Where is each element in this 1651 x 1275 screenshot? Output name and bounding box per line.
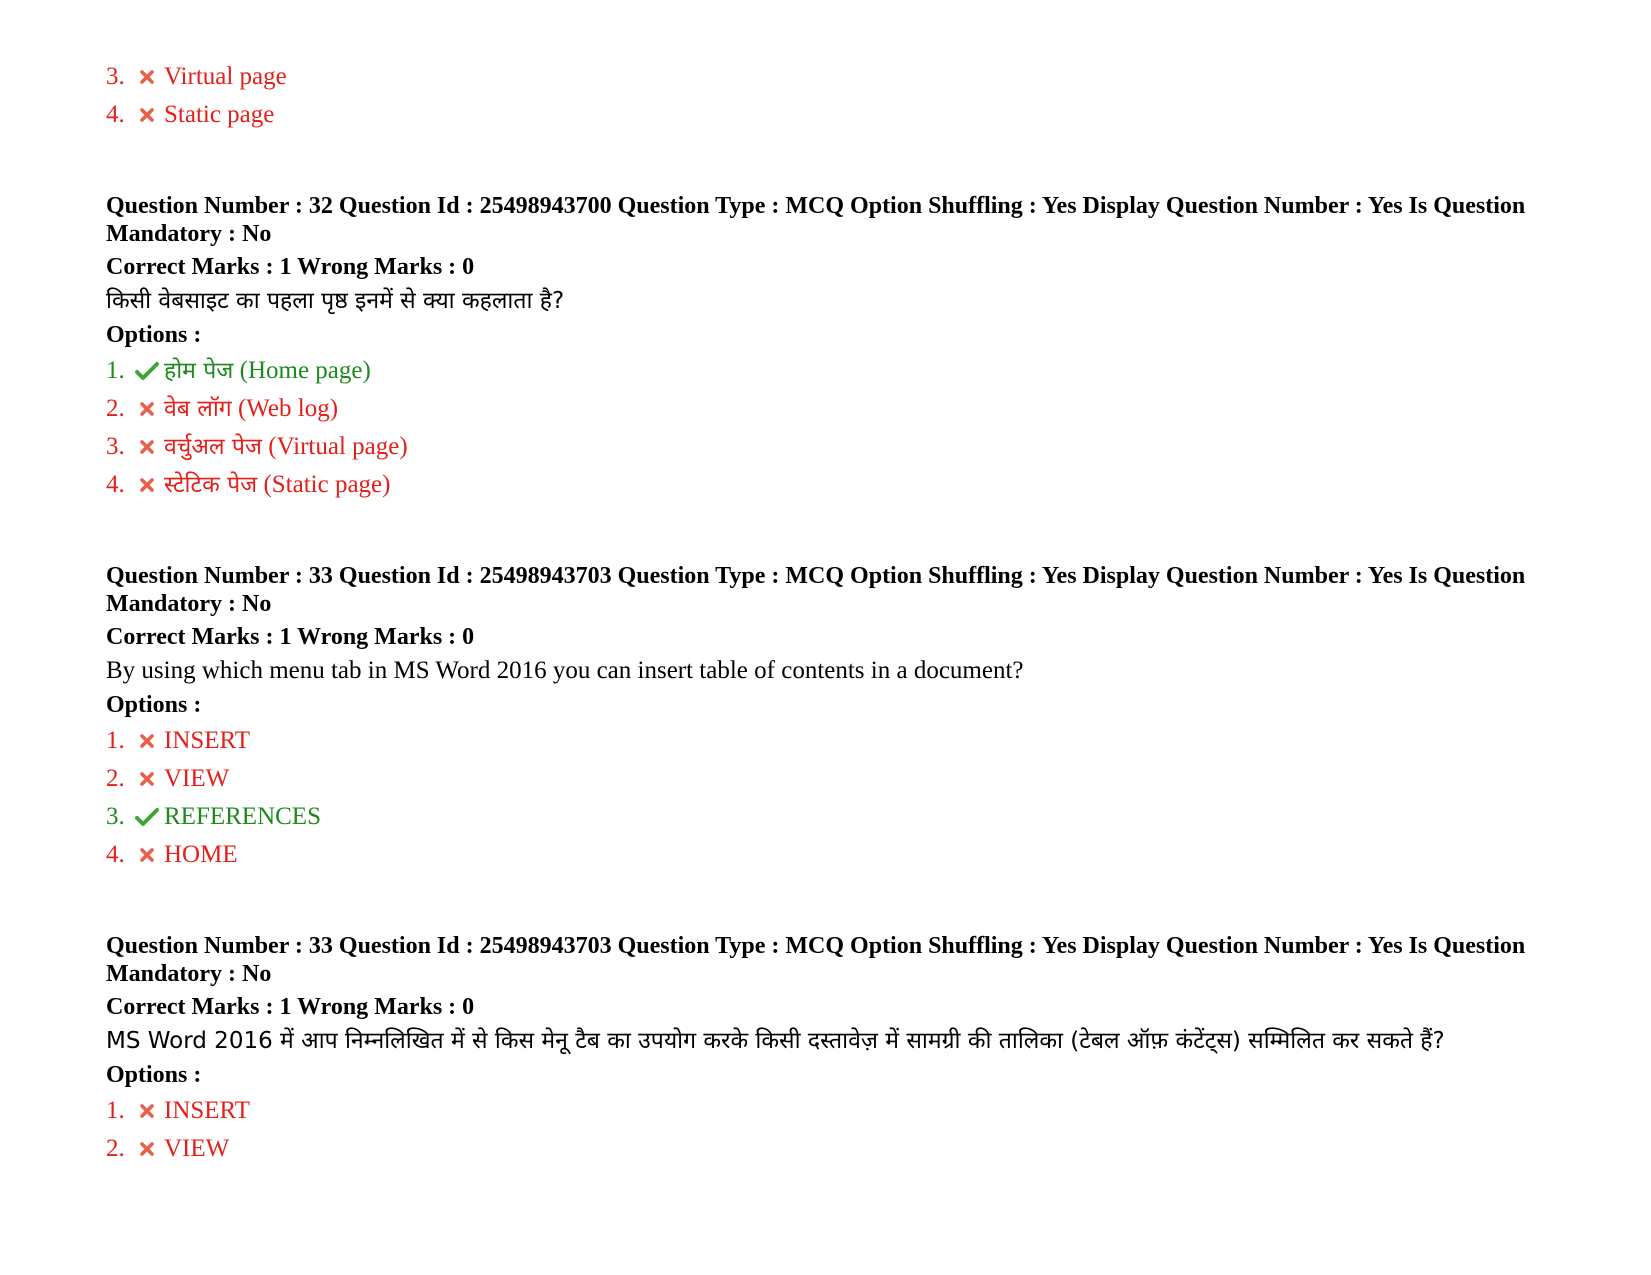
option-text: (Static page) xyxy=(257,471,391,498)
option-row xyxy=(106,798,1566,836)
option-text: VIEW xyxy=(164,765,230,792)
cross-icon xyxy=(132,1141,162,1157)
option-text: Virtual page xyxy=(164,63,287,90)
option-row xyxy=(106,58,1566,96)
option-row xyxy=(106,1092,1566,1130)
question-text: By using which menu tab in MS Word 2016 you can insert table of contents in a document? xyxy=(106,657,1024,684)
option-row xyxy=(106,1130,1566,1168)
option-row xyxy=(106,466,1566,504)
option-number: 4. xyxy=(106,471,125,498)
question-text: MS Word 2016 में आप निम्नलिखित में से किस मेनू टैब का उपयोग करके किसी दस्तावेज़ में सामग्री की तालिका (टेबल ऑफ़ कंटेंट्स) सम्मिलित कर सकते हैं? xyxy=(106,1028,1445,1054)
question-marks: Correct Marks : 1 Wrong Marks : 0 xyxy=(106,624,475,650)
option-number: 4. xyxy=(106,841,125,868)
check-icon xyxy=(132,807,162,827)
question-meta: Question Number : 32 Question Id : 25498943700 Question Type : MCQ Option Shuffling : Yes Display Question Number : Yes Is Question Mandatory : No xyxy=(106,193,1526,247)
question-meta: Question Number : 33 Question Id : 25498943703 Question Type : MCQ Option Shuffling : Yes Display Question Number : Yes Is Question Mandatory : No xyxy=(106,563,1526,617)
cross-icon xyxy=(132,439,162,455)
cross-icon xyxy=(132,107,162,123)
option-number: 2. xyxy=(106,395,125,422)
option-text-hindi: वेब लॉग xyxy=(164,396,232,422)
option-number: 2. xyxy=(106,765,125,792)
cross-icon xyxy=(132,847,162,863)
cross-icon xyxy=(132,733,162,749)
question-marks: Correct Marks : 1 Wrong Marks : 0 xyxy=(106,994,475,1020)
option-number: 1. xyxy=(106,357,125,384)
option-text: HOME xyxy=(164,841,238,868)
question-meta: Question Number : 33 Question Id : 25498943703 Question Type : MCQ Option Shuffling : Yes Display Question Number : Yes Is Question Mandatory : No xyxy=(106,933,1526,987)
question-marks: Correct Marks : 1 Wrong Marks : 0 xyxy=(106,254,475,280)
option-row xyxy=(106,428,1566,466)
option-text-hindi: वर्चुअल पेज xyxy=(164,434,263,460)
option-text: (Web log) xyxy=(231,395,339,422)
options-label: Options : xyxy=(106,1062,202,1088)
option-text: REFERENCES xyxy=(164,803,321,830)
option-row xyxy=(106,836,1566,874)
option-number: 3. xyxy=(106,803,125,830)
option-number: 1. xyxy=(106,1097,125,1124)
option-text-hindi: होम पेज xyxy=(164,358,234,384)
option-number: 3. xyxy=(106,63,125,90)
option-text-hindi: स्टेटिक पेज xyxy=(164,472,258,498)
option-number: 3. xyxy=(106,433,125,460)
option-text: Static page xyxy=(164,101,275,128)
cross-icon xyxy=(132,401,162,417)
option-row xyxy=(106,352,1566,390)
option-text: INSERT xyxy=(164,727,250,754)
cross-icon xyxy=(132,477,162,493)
question-block xyxy=(106,562,1566,874)
question-block xyxy=(106,192,1566,504)
options-label: Options : xyxy=(106,692,202,718)
option-text: (Home page) xyxy=(233,357,371,384)
option-row xyxy=(106,96,1566,134)
question-text: किसी वेबसाइट का पहला पृष्ठ इनमें से क्या कहलाता है? xyxy=(106,288,565,314)
cross-icon xyxy=(132,1103,162,1119)
option-number: 4. xyxy=(106,101,125,128)
option-row xyxy=(106,722,1566,760)
cross-icon xyxy=(132,771,162,787)
options-label: Options : xyxy=(106,322,202,348)
question-block xyxy=(106,932,1566,1168)
check-icon xyxy=(132,361,162,381)
option-number: 2. xyxy=(106,1135,125,1162)
option-text: INSERT xyxy=(164,1097,250,1124)
cross-icon xyxy=(132,69,162,85)
option-row xyxy=(106,390,1566,428)
option-text: (Virtual page) xyxy=(262,433,408,460)
option-text: VIEW xyxy=(164,1135,230,1162)
question-paper xyxy=(106,58,1566,1168)
option-number: 1. xyxy=(106,727,125,754)
previous-options xyxy=(106,58,1566,134)
option-row xyxy=(106,760,1566,798)
